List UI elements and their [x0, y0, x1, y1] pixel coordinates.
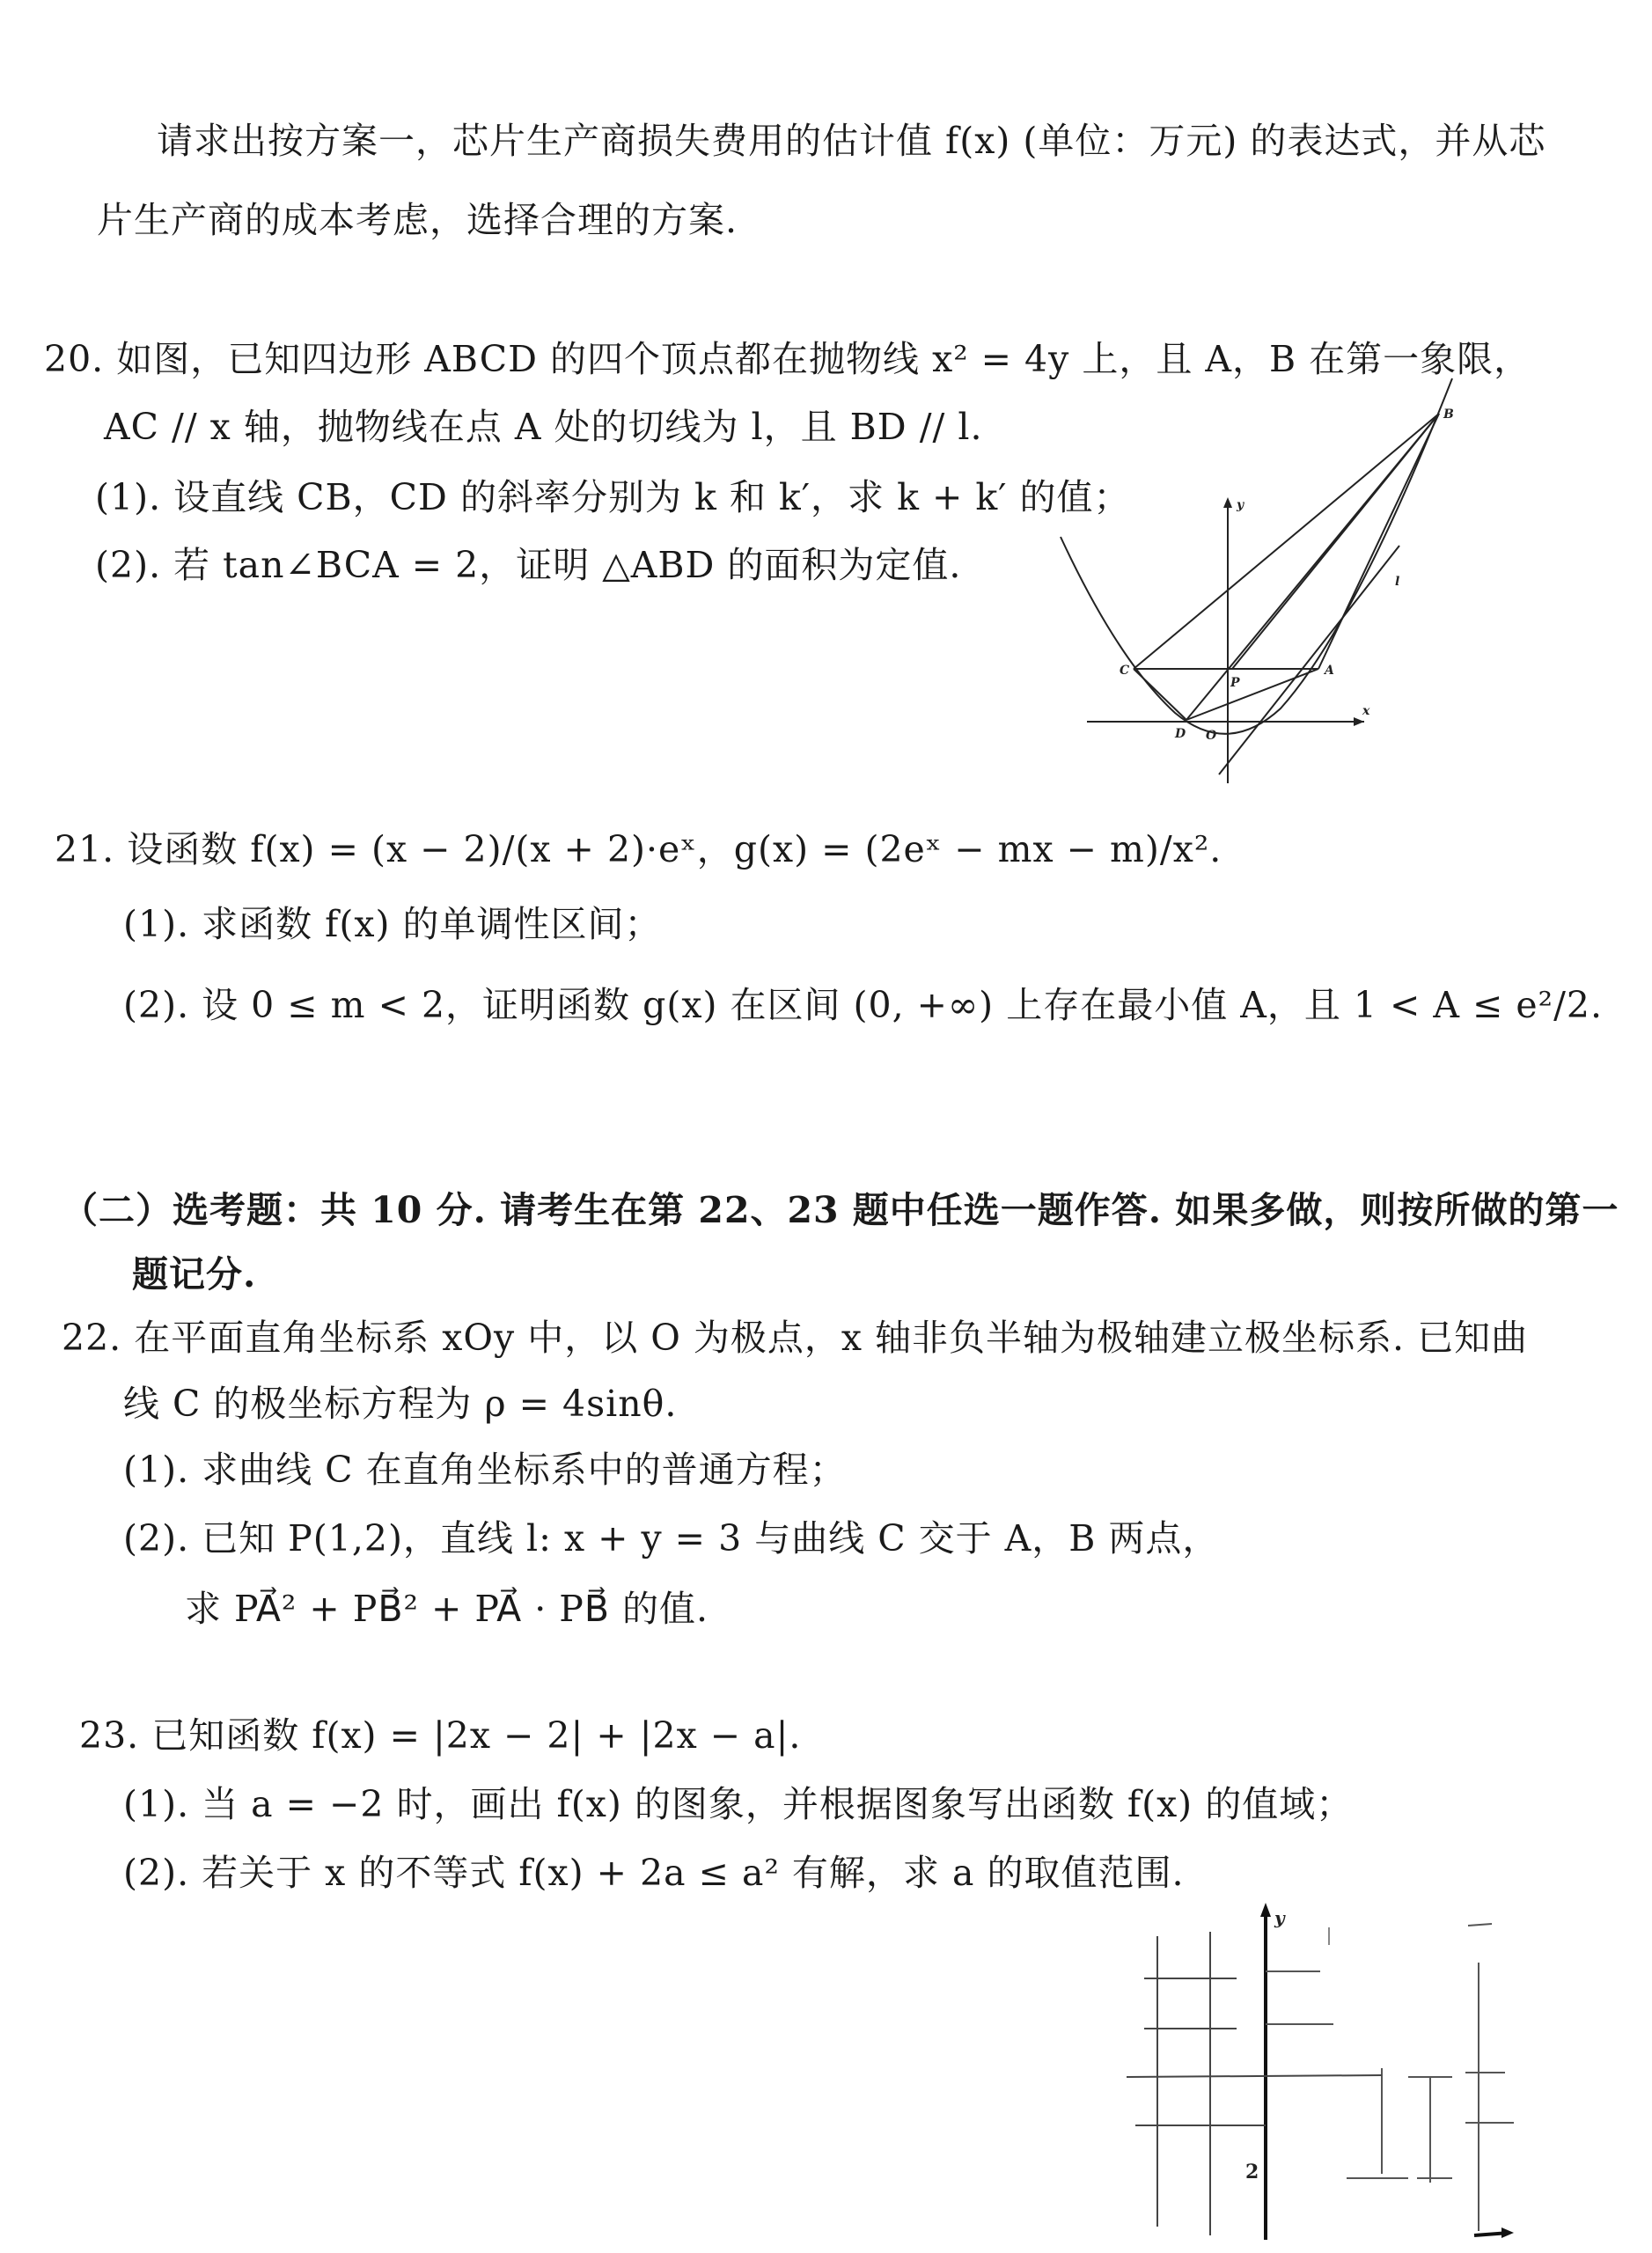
q19-line-2: 片生产商的成本考虑，选择合理的方案.	[97, 199, 738, 241]
q22-part-2b: 求 PA⃗² + PB⃗² + PA⃗ · PB⃗ 的值.	[185, 1588, 709, 1630]
q23-line-1: 23. 已知函数 f(x) = |2x − 2| + |2x − a|.	[79, 1714, 802, 1757]
sketch-tick-label: 2	[1245, 2161, 1259, 2183]
sketch-y-label: y	[1274, 1907, 1285, 1928]
section-2-line-1: （二）选考题：共 10 分. 请考生在第 22、23 题中任选一题作答. 如果多做，则按所做的第一	[62, 1189, 1619, 1231]
label-y: y	[1237, 498, 1245, 512]
q20-part-2: (2). 若 tan∠BCA = 2，证明 △ABD 的面积为定值.	[95, 544, 962, 586]
q21-line-1: 21. 设函数 f(x) = (x − 2)/(x + 2)·eˣ，g(x) = (2eˣ − mx − m)/x².	[55, 828, 1222, 870]
q20-line-2: AC // x 轴，抛物线在点 A 处的切线为 l，且 BD // l.	[104, 406, 983, 448]
label-d: D	[1175, 727, 1186, 741]
label-p: P	[1230, 676, 1240, 690]
line-da	[1186, 669, 1318, 720]
x-axis-arrow	[1354, 717, 1364, 726]
q22-line-2: 线 C 的极坐标方程为 ρ = 4sinθ.	[123, 1383, 678, 1425]
q22-part-1: (1). 求曲线 C 在直角坐标系中的普通方程；	[123, 1449, 847, 1491]
label-o: O	[1206, 729, 1217, 743]
label-c: C	[1120, 664, 1130, 678]
q22-part-2: (2). 已知 P(1,2)，直线 l: x + y = 3 与曲线 C 交于 A，B 两点，	[123, 1517, 1220, 1559]
label-a: A	[1325, 664, 1334, 678]
tangent-line-l	[1219, 546, 1399, 774]
q20-line-1: 20. 如图，已知四边形 ABCD 的四个顶点都在抛物线 x² = 4y 上，且 A，B 在第一象限，	[44, 338, 1531, 380]
parabola-curve	[1061, 378, 1452, 734]
line-cb	[1134, 414, 1439, 669]
sketch-y-arrow	[1260, 1903, 1271, 1917]
q21-part-2: (2). 设 0 ≤ m < 2，证明函数 g(x) 在区间 (0, +∞) 上存在最小值 A，且 1 < A ≤ e²/2.	[123, 984, 1604, 1026]
handdrawn-sketch	[1118, 1892, 1540, 2244]
q19-line-1: 请求出按方案一，芯片生产商损失费用的估计值 f(x) (单位：万元) 的表达式，并从芯	[157, 120, 1546, 162]
label-x: x	[1362, 704, 1370, 718]
q22-line-1: 22. 在平面直角坐标系 xOy 中，以 O 为极点，x 轴非负半轴为极轴建立极坐标系. 已知曲	[62, 1317, 1529, 1359]
q20-part-1: (1). 设直线 CB，CD 的斜率分别为 k 和 k′，求 k + k′ 的值；	[95, 476, 1131, 518]
q20-parabola-figure	[1039, 370, 1454, 792]
section-2-line-2: 题记分.	[132, 1253, 257, 1295]
y-axis-arrow	[1223, 497, 1232, 508]
q23-part-2: (2). 若关于 x 的不等式 f(x) + 2a ≤ a² 有解，求 a 的取值范围.	[123, 1852, 1185, 1894]
label-b: B	[1443, 407, 1454, 422]
q23-part-1: (1). 当 a = −2 时，画出 f(x) 的图象，并根据图象写出函数 f(x) 的值域；	[123, 1783, 1354, 1825]
q21-part-1: (1). 求函数 f(x) 的单调性区间；	[123, 903, 662, 945]
label-l: l	[1395, 575, 1400, 589]
line-cd	[1134, 669, 1186, 720]
